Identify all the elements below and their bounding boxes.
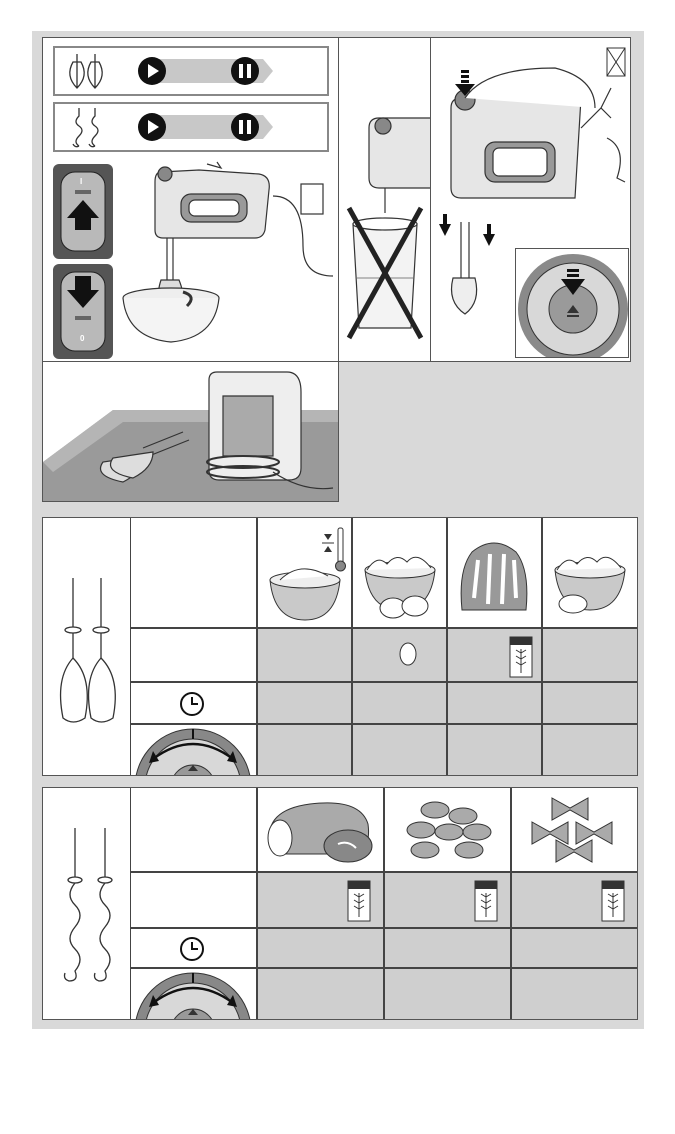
time-label-cell xyxy=(131,682,257,724)
quantity-label-cell xyxy=(131,872,257,928)
switch-on-illustration xyxy=(53,164,113,259)
time-egg-whites xyxy=(352,682,447,724)
play-icon xyxy=(137,112,167,142)
dough-hook-icon xyxy=(43,788,131,1020)
header-blank xyxy=(131,788,257,872)
speed-cake-batter xyxy=(447,724,542,776)
switch-off-label: 0 xyxy=(80,334,85,343)
beater-icon xyxy=(43,518,131,776)
speed-egg-whites xyxy=(352,724,447,776)
hook-mode-row xyxy=(53,102,329,152)
storage-illustration xyxy=(43,362,339,502)
speed-label-cell xyxy=(131,968,257,1020)
flour-bag-icon xyxy=(504,633,538,679)
time-mashed-potatoes xyxy=(542,682,638,724)
flour-bag-icon xyxy=(342,877,376,923)
food-cake-batter xyxy=(447,518,542,628)
clock-icon xyxy=(177,934,207,964)
speed-mashed-potatoes xyxy=(542,724,638,776)
food-whipped-cream xyxy=(257,518,352,628)
food-pasta-dough xyxy=(511,788,638,872)
time-bread-dough xyxy=(257,928,384,968)
food-bread-dough xyxy=(257,788,384,872)
food-egg-whites xyxy=(352,518,447,628)
hooks-tool-cell xyxy=(43,788,131,1020)
instruction-sheet xyxy=(32,31,644,1029)
flour-bag-icon xyxy=(596,877,630,923)
time-cookie-dough xyxy=(384,928,511,968)
egg-icon xyxy=(393,639,423,669)
switch-on-label: I xyxy=(80,177,83,186)
eject-panel xyxy=(430,37,631,362)
speed-dial-icon xyxy=(131,725,255,776)
qty-cookie-dough xyxy=(384,872,511,928)
beaters-tool-cell xyxy=(43,518,131,776)
time-whipped-cream xyxy=(257,682,352,724)
food-mashed-potatoes xyxy=(542,518,638,628)
switch-off-illustration xyxy=(53,264,113,359)
qty-whipped-cream xyxy=(257,628,352,682)
usage-panel xyxy=(42,37,339,362)
thermometer-icon xyxy=(322,528,346,571)
speed-pasta-dough xyxy=(511,968,638,1020)
pause-icon xyxy=(230,112,260,142)
header-blank xyxy=(131,518,257,628)
quantity-label-cell xyxy=(131,628,257,682)
eject-button-inset xyxy=(515,248,629,358)
time-label-cell xyxy=(131,928,257,968)
mixer-in-bowl-illustration xyxy=(121,160,336,360)
food-cookie-dough xyxy=(384,788,511,872)
clock-icon xyxy=(177,689,207,719)
qty-cake-batter xyxy=(447,628,542,682)
no-tall-container-panel xyxy=(338,37,431,362)
speed-dial-icon xyxy=(131,969,255,1020)
time-cake-batter xyxy=(447,682,542,724)
flour-bag-icon xyxy=(469,877,503,923)
qty-pasta-dough xyxy=(511,872,638,928)
beater-mode-row xyxy=(53,46,329,96)
pause-icon xyxy=(230,56,260,86)
speed-cookie-dough xyxy=(384,968,511,1020)
qty-egg-whites xyxy=(352,628,447,682)
storage-panel xyxy=(42,361,339,502)
beaters-table xyxy=(42,517,638,776)
speed-label-cell xyxy=(131,724,257,776)
mixer-in-jar-crossed-illustration xyxy=(339,38,431,362)
qty-bread-dough xyxy=(257,872,384,928)
speed-bread-dough xyxy=(257,968,384,1020)
hooks-table xyxy=(42,787,638,1020)
play-icon xyxy=(137,56,167,86)
no-dishwasher-icon xyxy=(607,48,625,76)
speed-whipped-cream xyxy=(257,724,352,776)
time-pasta-dough xyxy=(511,928,638,968)
qty-mashed-potatoes xyxy=(542,628,638,682)
